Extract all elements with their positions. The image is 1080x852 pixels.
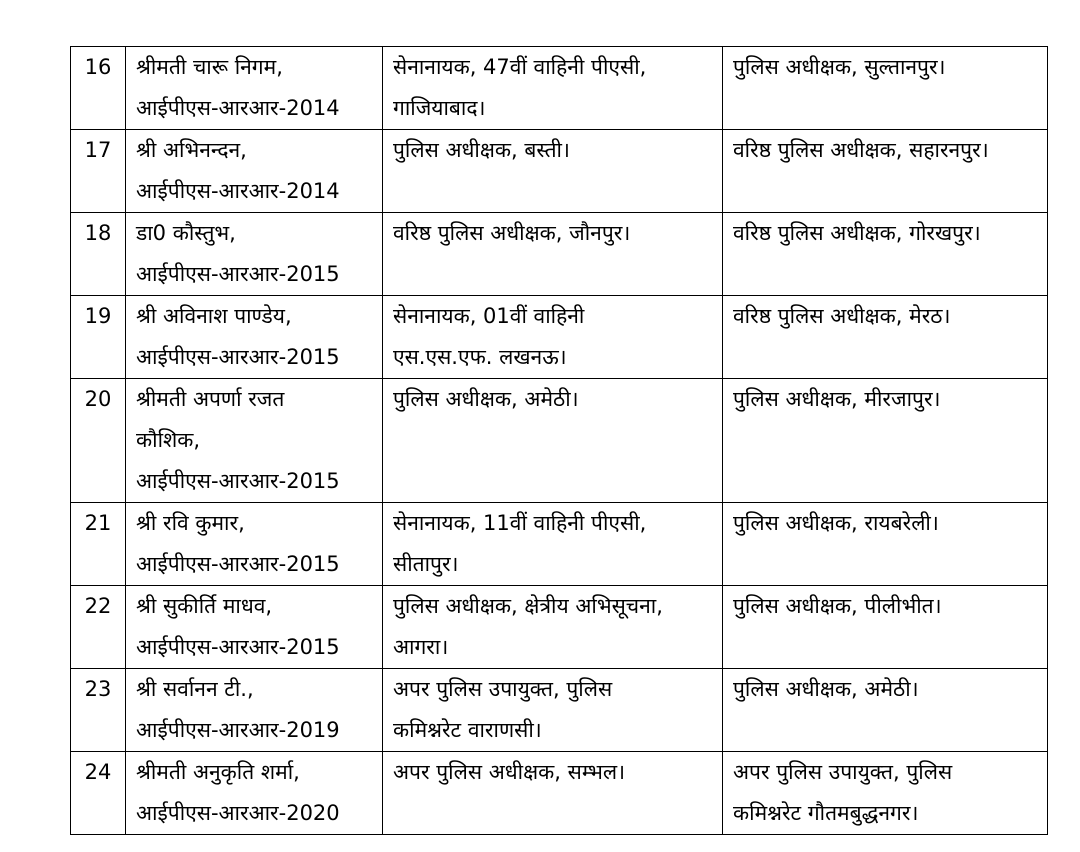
serial-number-cell <box>71 752 126 835</box>
current-posting-line: सेनानायक, 01वीं वाहिनी <box>393 304 585 328</box>
new-posting-cell <box>723 213 1048 296</box>
current-posting-line: अपर पुलिस उपायुक्त, पुलिस <box>393 677 613 701</box>
current-posting-cell <box>383 296 723 379</box>
officer-name-line: कौशिक, <box>136 428 201 452</box>
officer-batch-line: आईपीएस-आरआर-2015 <box>136 635 340 659</box>
new-posting-line: पुलिस अधीक्षक, सुल्तानपुर। <box>733 55 946 79</box>
new-posting-line: अपर पुलिस उपायुक्त, पुलिस <box>733 760 953 784</box>
new-posting-cell <box>723 47 1048 130</box>
serial-number-cell <box>71 47 126 130</box>
current-posting-line: एस.एस.एफ. लखनऊ। <box>393 345 567 369</box>
serial-number-cell <box>71 296 126 379</box>
new-posting-cell <box>723 586 1048 669</box>
new-posting-cell <box>723 752 1048 835</box>
officer-name-line: डा0 कौस्तुभ, <box>136 221 236 245</box>
current-posting-cell <box>383 669 723 752</box>
table-row <box>71 296 1048 379</box>
officer-batch-line: आईपीएस-आरआर-2020 <box>136 801 340 825</box>
serial-number: 21 <box>84 511 112 535</box>
officer-batch-line: आईपीएस-आरआर-2015 <box>136 469 340 493</box>
new-posting-cell <box>723 296 1048 379</box>
serial-number-cell <box>71 213 126 296</box>
serial-number-cell <box>71 379 126 503</box>
table-row <box>71 213 1048 296</box>
officer-name-cell <box>126 586 383 669</box>
new-posting-cell <box>723 130 1048 213</box>
officer-name-cell <box>126 47 383 130</box>
serial-number: 23 <box>84 677 112 701</box>
serial-number: 22 <box>84 594 112 618</box>
new-posting-line: पुलिस अधीक्षक, पीलीभीत। <box>733 594 942 618</box>
current-posting-cell <box>383 503 723 586</box>
officer-name-line: श्री अभिनन्दन, <box>136 138 247 162</box>
officer-name-line: श्री अविनाश पाण्डेय, <box>136 304 292 328</box>
new-posting-line: वरिष्ठ पुलिस अधीक्षक, सहारनपुर। <box>733 138 989 162</box>
current-posting-cell <box>383 130 723 213</box>
current-posting-line: सीतापुर। <box>393 552 459 576</box>
officer-name-line: श्री सुकीर्ति माधव, <box>136 594 273 618</box>
officer-name-line: श्रीमती चारू निगम, <box>136 55 283 79</box>
current-posting-cell <box>383 213 723 296</box>
new-posting-line: वरिष्ठ पुलिस अधीक्षक, गोरखपुर। <box>733 221 981 245</box>
serial-number: 20 <box>84 387 112 411</box>
table-row <box>71 379 1048 503</box>
officer-name-cell <box>126 379 383 503</box>
table-row <box>71 503 1048 586</box>
new-posting-line: पुलिस अधीक्षक, रायबरेली। <box>733 511 939 535</box>
officer-batch-line: आईपीएस-आरआर-2015 <box>136 262 340 286</box>
officer-name-line: श्रीमती अनुकृति शर्मा, <box>136 760 300 784</box>
serial-number-cell <box>71 669 126 752</box>
officer-batch-line: आईपीएस-आरआर-2014 <box>136 96 340 120</box>
new-posting-line: पुलिस अधीक्षक, मीरजापुर। <box>733 387 941 411</box>
officer-name-cell <box>126 296 383 379</box>
officer-batch-line: आईपीएस-आरआर-2014 <box>136 179 340 203</box>
table-row <box>71 47 1048 130</box>
serial-number-cell <box>71 503 126 586</box>
officer-batch-line: आईपीएस-आरआर-2015 <box>136 345 340 369</box>
current-posting-cell <box>383 586 723 669</box>
current-posting-cell <box>383 379 723 503</box>
officer-name-cell <box>126 752 383 835</box>
current-posting-line: गाजियाबाद। <box>393 96 486 120</box>
table-row <box>71 586 1048 669</box>
serial-number-cell <box>71 586 126 669</box>
current-posting-line: पुलिस अधीक्षक, अमेठी। <box>393 387 579 411</box>
officer-name-cell <box>126 503 383 586</box>
officer-name-line: श्रीमती अपर्णा रजत <box>136 387 285 411</box>
table-row <box>71 669 1048 752</box>
current-posting-line: सेनानायक, 11वीं वाहिनी पीएसी, <box>393 511 647 535</box>
serial-number: 17 <box>84 138 112 162</box>
new-posting-cell <box>723 503 1048 586</box>
serial-number: 24 <box>84 760 112 784</box>
officer-name-cell <box>126 213 383 296</box>
serial-number: 19 <box>84 304 112 328</box>
officer-name-line: श्री रवि कुमार, <box>136 511 245 535</box>
current-posting-line: आगरा। <box>393 635 449 659</box>
new-posting-line: वरिष्ठ पुलिस अधीक्षक, मेरठ। <box>733 304 951 328</box>
current-posting-line: अपर पुलिस अधीक्षक, सम्भल। <box>393 760 626 784</box>
serial-number-cell <box>71 130 126 213</box>
new-posting-line: पुलिस अधीक्षक, अमेठी। <box>733 677 919 701</box>
officer-name-cell <box>126 130 383 213</box>
current-posting-line: सेनानायक, 47वीं वाहिनी पीएसी, <box>393 55 647 79</box>
serial-number: 16 <box>84 55 112 79</box>
table-row <box>71 130 1048 213</box>
new-posting-cell <box>723 379 1048 503</box>
current-posting-line: पुलिस अधीक्षक, क्षेत्रीय अभिसूचना, <box>393 594 663 618</box>
officer-name-cell <box>126 669 383 752</box>
current-posting-cell <box>383 47 723 130</box>
table-row <box>71 752 1048 835</box>
new-posting-cell <box>723 669 1048 752</box>
new-posting-line: कमिश्नरेट गौतमबुद्धनगर। <box>733 801 919 825</box>
officer-batch-line: आईपीएस-आरआर-2015 <box>136 552 340 576</box>
transfer-table-body <box>71 47 1048 835</box>
current-posting-line: कमिश्नरेट वाराणसी। <box>393 718 542 742</box>
current-posting-line: वरिष्ठ पुलिस अधीक्षक, जौनपुर। <box>393 221 631 245</box>
serial-number: 18 <box>84 221 112 245</box>
officer-batch-line: आईपीएस-आरआर-2019 <box>136 718 340 742</box>
current-posting-cell <box>383 752 723 835</box>
current-posting-line: पुलिस अधीक्षक, बस्ती। <box>393 138 570 162</box>
transfer-table <box>70 46 1048 835</box>
officer-name-line: श्री सर्वानन टी., <box>136 677 254 701</box>
